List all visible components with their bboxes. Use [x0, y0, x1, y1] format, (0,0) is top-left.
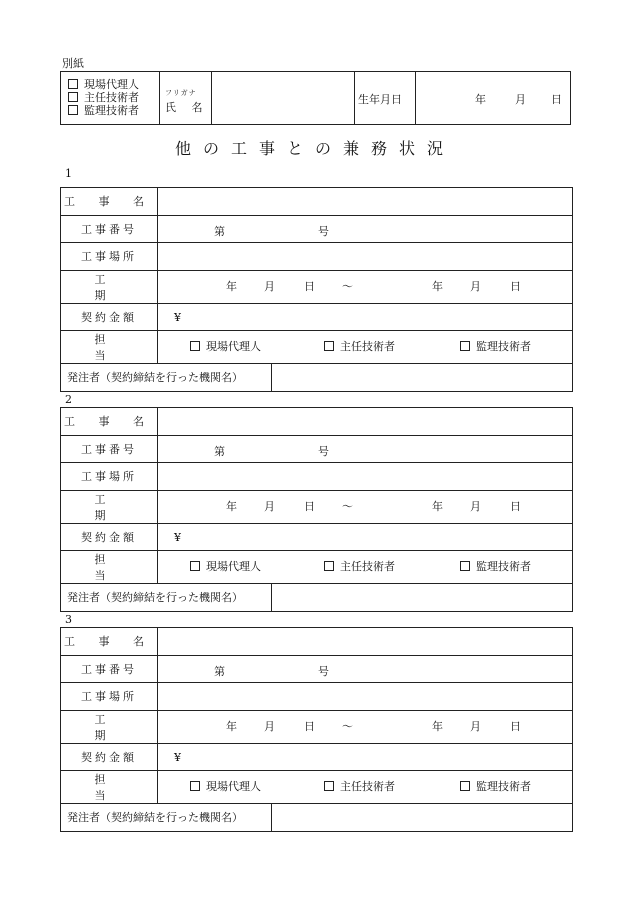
- yen-symbol: ¥: [174, 530, 181, 544]
- birthdate-label: 生年月日: [358, 93, 402, 106]
- row-orderer: [61, 804, 573, 832]
- project-number-field[interactable]: [158, 215, 573, 243]
- number-suffix: 号: [318, 224, 329, 238]
- furigana-label: フリガナ: [165, 89, 197, 97]
- yen-symbol: ¥: [174, 310, 181, 324]
- role-label: 主任技術者: [340, 560, 395, 573]
- start-month-label: 月: [264, 279, 275, 293]
- project-site-field[interactable]: [158, 683, 573, 711]
- row-project-number: [61, 215, 573, 243]
- assignment-label: 担 当: [61, 771, 158, 804]
- role-label: 現場代理人: [84, 78, 139, 91]
- role-option[interactable]: [324, 558, 395, 574]
- checkbox-icon[interactable]: [460, 781, 470, 791]
- project-number-label: 工事番号: [61, 655, 158, 683]
- number-prefix: 第: [214, 224, 225, 238]
- day-label: 日: [551, 93, 562, 106]
- role-label: 監理技術者: [476, 780, 531, 793]
- contract-amount-label: 契約金額: [61, 303, 158, 331]
- row-assignment: [61, 771, 573, 804]
- month-label: 月: [515, 93, 526, 106]
- period-label: 工 期: [61, 270, 158, 303]
- period-label: 工 期: [61, 490, 158, 523]
- period-label: 工 期: [61, 710, 158, 743]
- row-project-name: [61, 188, 573, 216]
- start-day-label: 日: [304, 719, 315, 733]
- project-site-label: 工事場所: [61, 243, 158, 271]
- period-field[interactable]: [158, 710, 573, 743]
- role-option[interactable]: [460, 338, 531, 354]
- contract-amount-field[interactable]: [158, 303, 573, 331]
- role-label: 現場代理人: [206, 780, 261, 793]
- role-label: 主任技術者: [340, 340, 395, 353]
- period-separator: ～: [342, 719, 353, 733]
- attachment-label: 別紙: [62, 57, 84, 70]
- assignment-field: [158, 551, 573, 584]
- header-table: [60, 71, 571, 125]
- role-option[interactable]: [190, 778, 261, 794]
- role-label: 現場代理人: [206, 560, 261, 573]
- project-record-table: [60, 627, 573, 832]
- end-day-label: 日: [510, 279, 521, 293]
- row-orderer: [61, 364, 573, 392]
- period-field[interactable]: [158, 490, 573, 523]
- row-project-site: [61, 243, 573, 271]
- start-year-label: 年: [226, 279, 237, 293]
- checkbox-icon[interactable]: [190, 781, 200, 791]
- project-number-label: 工事番号: [61, 215, 158, 243]
- year-label: 年: [475, 93, 486, 106]
- end-year-label: 年: [432, 719, 443, 733]
- row-project-site: [61, 463, 573, 491]
- project-site-label: 工事場所: [61, 463, 158, 491]
- row-orderer: [61, 584, 573, 612]
- yen-symbol: ¥: [174, 750, 181, 764]
- checkbox-icon[interactable]: [190, 561, 200, 571]
- orderer-field[interactable]: [272, 364, 573, 392]
- period-field[interactable]: [158, 270, 573, 303]
- row-period: [61, 270, 573, 303]
- row-project-number: [61, 435, 573, 463]
- row-project-name: [61, 628, 573, 656]
- assignment-field: [158, 771, 573, 804]
- start-year-label: 年: [226, 719, 237, 733]
- orderer-label: 発注者（契約締結を行った機関名）: [61, 364, 272, 392]
- role-label: 現場代理人: [206, 340, 261, 353]
- role-label: 主任技術者: [84, 91, 139, 104]
- contract-amount-field[interactable]: [158, 743, 573, 771]
- row-contract-amount: [61, 523, 573, 551]
- row-project-number: [61, 655, 573, 683]
- end-month-label: 月: [470, 499, 481, 513]
- checkbox-icon[interactable]: [190, 341, 200, 351]
- role-option[interactable]: [460, 558, 531, 574]
- assignment-field: [158, 331, 573, 364]
- period-separator: ～: [342, 279, 353, 293]
- end-year-label: 年: [432, 279, 443, 293]
- end-day-label: 日: [510, 499, 521, 513]
- orderer-label: 発注者（契約締結を行った機関名）: [61, 584, 272, 612]
- role-label: 監理技術者: [84, 104, 139, 117]
- name-field[interactable]: [211, 72, 355, 124]
- birthdate-field[interactable]: [415, 72, 570, 124]
- section-number: 1: [65, 167, 72, 180]
- project-name-field[interactable]: [158, 408, 573, 436]
- role-option[interactable]: [324, 338, 395, 354]
- project-site-field[interactable]: [158, 463, 573, 491]
- project-site-field[interactable]: [158, 243, 573, 271]
- row-assignment: [61, 331, 573, 364]
- start-day-label: 日: [304, 499, 315, 513]
- role-option[interactable]: [68, 104, 139, 117]
- role-option[interactable]: [68, 91, 139, 104]
- role-label: 監理技術者: [476, 560, 531, 573]
- checkbox-icon[interactable]: [68, 105, 78, 115]
- role-label: 主任技術者: [340, 780, 395, 793]
- project-name-field[interactable]: [158, 628, 573, 656]
- checkbox-icon[interactable]: [68, 92, 78, 102]
- project-record-table: [60, 407, 573, 612]
- end-day-label: 日: [510, 719, 521, 733]
- checkbox-icon[interactable]: [324, 561, 334, 571]
- project-number-label: 工事番号: [61, 435, 158, 463]
- project-site-label: 工事場所: [61, 683, 158, 711]
- row-project-site: [61, 683, 573, 711]
- name-label: 氏 名: [165, 101, 209, 114]
- project-number-field[interactable]: [158, 655, 573, 683]
- project-name-field[interactable]: [158, 188, 573, 216]
- project-record-table: [60, 187, 573, 392]
- number-prefix: 第: [214, 444, 225, 458]
- page-title: 他の工事との兼務状況: [174, 139, 455, 158]
- section-number: 3: [65, 613, 72, 626]
- orderer-field[interactable]: [272, 584, 573, 612]
- role-option[interactable]: [68, 78, 139, 91]
- start-month-label: 月: [264, 719, 275, 733]
- checkbox-icon[interactable]: [460, 341, 470, 351]
- role-option[interactable]: [460, 778, 531, 794]
- contract-amount-label: 契約金額: [61, 523, 158, 551]
- role-checkboxes: [61, 72, 160, 124]
- project-number-field[interactable]: [158, 435, 573, 463]
- contract-amount-label: 契約金額: [61, 743, 158, 771]
- checkbox-icon[interactable]: [324, 341, 334, 351]
- project-name-label: 工 事 名: [61, 628, 158, 656]
- checkbox-icon[interactable]: [460, 561, 470, 571]
- number-suffix: 号: [318, 444, 329, 458]
- role-label: 監理技術者: [476, 340, 531, 353]
- start-day-label: 日: [304, 279, 315, 293]
- role-option[interactable]: [190, 338, 261, 354]
- row-contract-amount: [61, 303, 573, 331]
- row-project-name: [61, 408, 573, 436]
- end-month-label: 月: [470, 719, 481, 733]
- row-period: [61, 490, 573, 523]
- assignment-label: 担 当: [61, 331, 158, 364]
- birthdate-label-cell: [354, 72, 416, 124]
- section-number: 2: [65, 393, 72, 406]
- orderer-field[interactable]: [272, 804, 573, 832]
- start-month-label: 月: [264, 499, 275, 513]
- start-year-label: 年: [226, 499, 237, 513]
- end-year-label: 年: [432, 499, 443, 513]
- orderer-label: 発注者（契約締結を行った機関名）: [61, 804, 272, 832]
- row-period: [61, 710, 573, 743]
- contract-amount-field[interactable]: [158, 523, 573, 551]
- end-month-label: 月: [470, 279, 481, 293]
- period-separator: ～: [342, 499, 353, 513]
- project-name-label: 工 事 名: [61, 408, 158, 436]
- number-suffix: 号: [318, 664, 329, 678]
- assignment-label: 担 当: [61, 551, 158, 584]
- checkbox-icon[interactable]: [324, 781, 334, 791]
- project-name-label: 工 事 名: [61, 188, 158, 216]
- checkbox-icon[interactable]: [68, 79, 78, 89]
- name-label-cell: [159, 72, 212, 124]
- row-contract-amount: [61, 743, 573, 771]
- role-option[interactable]: [190, 558, 261, 574]
- row-assignment: [61, 551, 573, 584]
- role-option[interactable]: [324, 778, 395, 794]
- number-prefix: 第: [214, 664, 225, 678]
